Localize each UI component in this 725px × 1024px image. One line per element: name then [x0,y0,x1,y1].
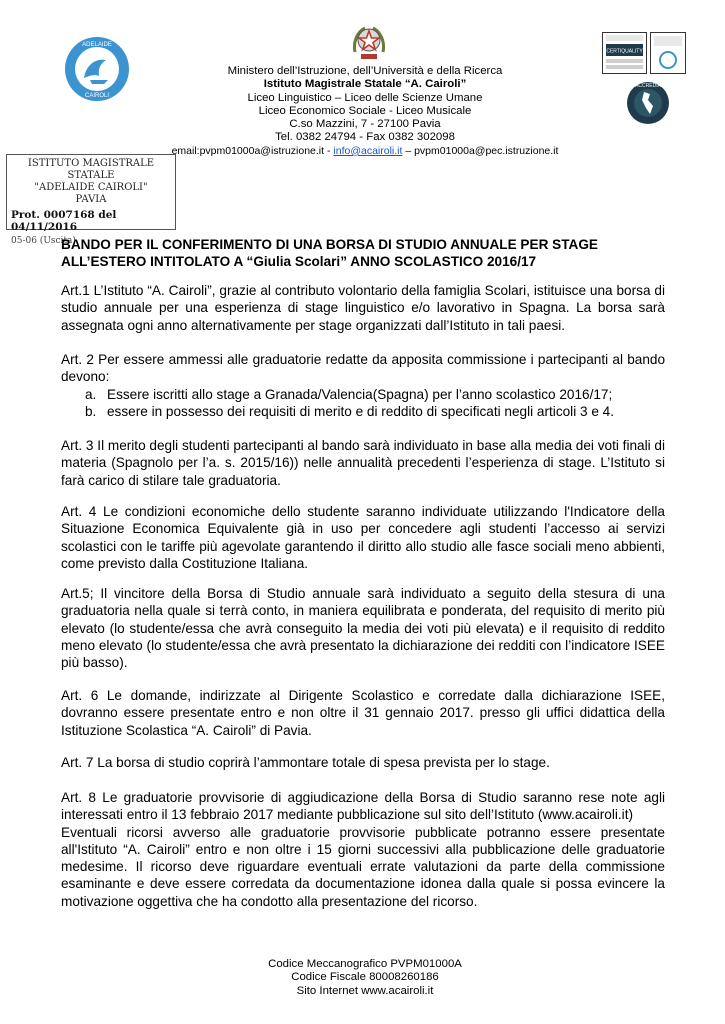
list-item [61,386,665,403]
page-footer [150,958,580,998]
article-text: Art.1 L’Istituto “A. Cairoli”, grazie al contributo volontario della famiglia Scolari, istituisce una borsa di studio annuale per una esperienza di stage linguistico e/o lavorativo in Spagna. La borsa sarà assegnata ogni anno alternativamente per stage organizzati dall’Istituto in tali paesi. [61,283,665,333]
list-item-text: essere in possesso dei requisiti di merito e di reddito di specificati negli articoli 3 e 4. [107,403,614,419]
stamp-line: "ADELAIDE CAIROLI" [34,182,148,193]
email-text: – pvpm01000a@pec.istruzione.it [402,144,559,157]
school-logo [64,36,130,102]
institute-name: Istituto Magistrale Statale “A. Cairoli” [263,78,467,91]
article-6 [61,687,665,739]
article-3 [61,437,665,489]
accredia-logo [626,78,670,128]
republic-emblem-icon [349,22,389,64]
requirements-list [61,386,665,421]
svg-text:ACCREDIA: ACCREDIA [635,83,661,89]
article-7 [61,754,665,771]
ministry-name: Ministero dell’Istruzione, dell’Università e della Ricerca [227,65,503,77]
list-item-text: Essere iscritti allo stage a Granada/Valencia(Spagna) per l’anno scolastico 2016/17; [107,386,613,402]
svg-text:CERTIQUALITY: CERTIQUALITY [606,48,643,55]
list-marker: b. [85,403,97,419]
article-5 [61,585,665,671]
article-text: Art. 8 Le graduatorie provvisorie di aggiudicazione della Borsa di Studio saranno rese note agli interessati entro il 13 febbraio 2017 mediante pubblicazione sul sito dell’Istituto (www.acairoli.it) [61,790,665,823]
letterhead-line: C.so Mazzini, 7 - 27100 Pavia [289,118,441,131]
email-text: email:pvpm01000a@istruzione.it - [171,144,334,157]
article-8 [61,789,665,910]
list-item [61,403,665,420]
letterhead [150,65,580,158]
protocol-number: Prot. 0007168 del 04/11/2016 [11,209,117,233]
list-marker: a. [85,386,97,402]
protocol-stamp [6,154,176,246]
footer-line: Codice Fiscale 80008260186 [291,971,439,984]
article-2 [61,351,665,420]
svg-text:CAIROLI: CAIROLI [84,93,110,99]
stamp-line: PAVIA [75,194,107,205]
stamp-line: ISTITUTO MAGISTRALE STATALE [27,158,155,181]
protocol-type: 05-06 (Uscita) [11,236,76,246]
letterhead-line: Liceo Linguistico – Liceo delle Scienze Umane [247,91,483,104]
article-text: Art. 2 Per essere ammessi alle graduatorie redatte da apposita commissione i partecipanti al bando devono: [61,352,665,385]
email-link[interactable]: info@acairoli.it [333,144,403,157]
footer-line: Sito Internet www.acairoli.it [296,984,434,997]
footer-line: Codice Meccanografico PVPM01000A [268,958,462,970]
article-text: Art. 6 Le domande, indirizzate al Dirigente Scolastico e corredate dalla dichiarazione ISEE, dovranno essere presentate entro e non oltre il 31 gennaio 2017. presso gli uffici didattica della Istituzione Scolastica “A. Cairoli” di Pavia. [61,688,665,738]
svg-text:ADELAIDE: ADELAIDE [82,42,112,48]
letterhead-line: Liceo Economico Sociale - Liceo Musicale [258,104,472,117]
letterhead-line: Tel. 0382 24794 - Fax 0382 302098 [275,131,455,144]
article-text: Art. 7 La borsa di studio coprirà l’ammontare totale di spesa prevista per lo stage. [61,755,550,770]
article-text: Art. 3 Il merito degli studenti partecipanti al bando sarà individuato in base alla media dei voti finali di materia (Spagnolo per l’a. s. 2015/16)) nelle annualità precedenti l’esperienza di stage. L’Istituto si farà carico di stilare tale graduatoria. [61,438,665,488]
email-line [105,145,625,158]
article-1 [61,282,665,334]
certification-badge [602,32,686,74]
article-text: Art.5; Il vincitore della Borsa di Studio annuale sarà individuato a seguito della stesura di una graduatoria nella quale si terrà conto, in maniera equilibrata e ponderata, del requisito di merito più elevato (lo studente/essa che avrà conseguito la media dei voti più elevata) e il requisito di reddito meno elevato (lo studente/essa che avrà presentato la dichiarazione dei redditi con l’indicatore ISEE più basso). [61,586,665,671]
document-title: BANDO PER IL CONFERIMENTO DI UNA BORSA DI STUDIO ANNUALE PER STAGE ALL’ESTERO INTITOLATO A “Giulia Scolari” ANNO SCOLASTICO 2016/17 [61,237,598,269]
article-text: Eventuali ricorsi avverso alle graduatorie provvisorie pubblicate potranno essere presentate all'Istituto “A. Cairoli” entro e non oltre i 15 giorni successivi alla pubblicazione delle graduatorie medesime. Il ricorso deve riguardare eventuali errate valutazioni da parte della commissione esaminante e deve essere corredata da documentazione idonea dalla quale si possa evincere la motivazione oggettiva che ha condotto alla presentazione del ricorso. [61,824,665,909]
article-text: Art. 4 Le condizioni economiche dello studente saranno individuate utilizzando l'Indicatore della Situazione Economica Equivalente già in uso per concedere agli studenti l’accesso ai servizi scolastici con le tariffe più agevolate garantendo il diritto allo studio alle fasce sociali meno abbienti, come previsto dalla Costituzione Italiana. [61,504,665,571]
article-4 [61,503,665,572]
